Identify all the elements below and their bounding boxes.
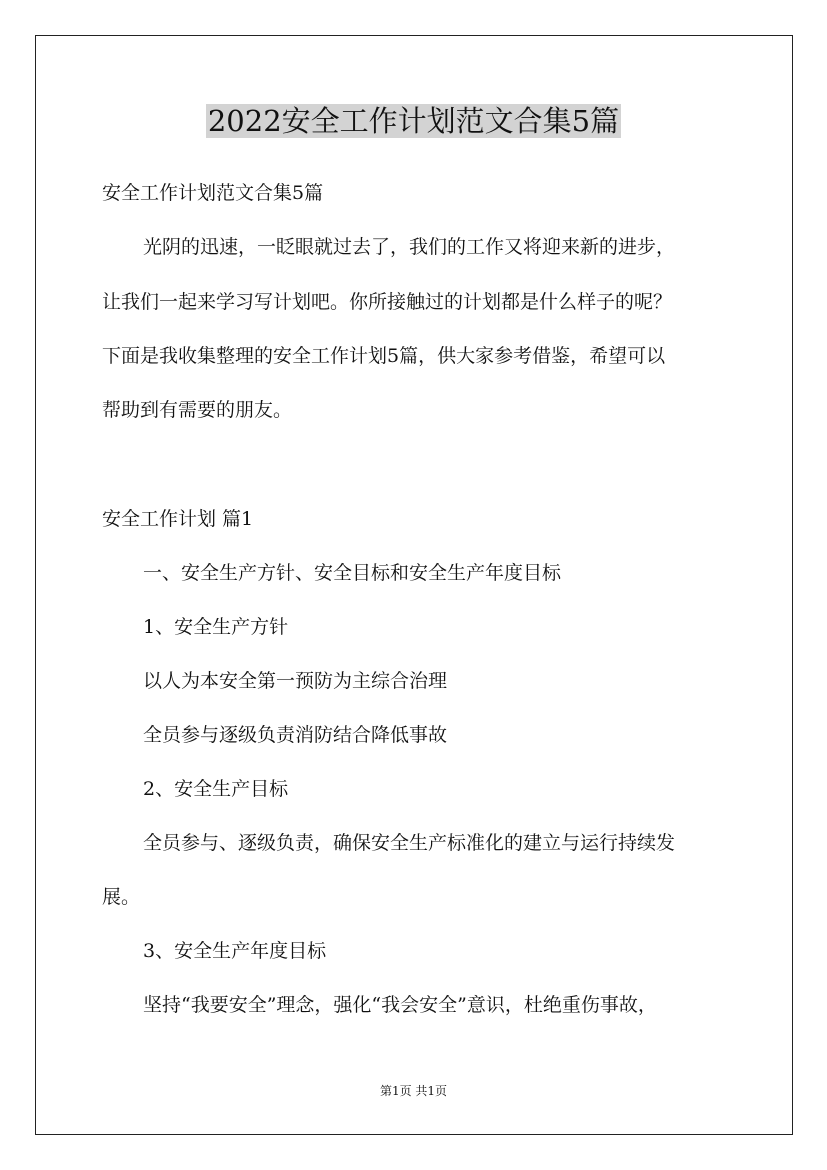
body-line-5: 2、安全生产目标: [143, 778, 289, 800]
intro-line-1: 光阴的迅速，一眨眼就过去了，我们的工作又将迎来新的进步，: [143, 236, 676, 258]
body-line-3: 以人为本安全第一预防为主综合治理: [143, 670, 448, 692]
body-line-8: 3、安全生产年度目标: [143, 940, 327, 962]
section-heading: 安全工作计划 篇1: [102, 508, 254, 530]
body-line-1: 一、安全生产方针、安全目标和安全生产年度目标: [143, 562, 562, 584]
body-line-7: 展。: [102, 886, 141, 908]
body-line-9: 坚持“我要安全”理念，强化“我会安全”意识，杜绝重伤事故，: [143, 994, 657, 1016]
intro-line-4: 帮助到有需要的朋友。: [102, 399, 293, 421]
intro-line-3: 下面是我收集整理的安全工作计划5篇，供大家参考借鉴，希望可以: [102, 345, 666, 367]
body-line-6: 全员参与、逐级负责，确保安全生产标准化的建立与运行持续发: [143, 832, 676, 854]
intro-line-2: 让我们一起来学习写计划吧。你所接触过的计划都是什么样子的呢？: [102, 291, 673, 313]
page-footer: 第1页 共1页: [379, 1084, 448, 1098]
document-title: 2022安全工作计划范文合集5篇: [207, 104, 620, 138]
body-line-2: 1、安全生产方针: [143, 616, 289, 638]
document-subtitle: 安全工作计划范文合集5篇: [102, 182, 324, 204]
body-line-4: 全员参与逐级负责消防结合降低事故: [143, 724, 448, 746]
